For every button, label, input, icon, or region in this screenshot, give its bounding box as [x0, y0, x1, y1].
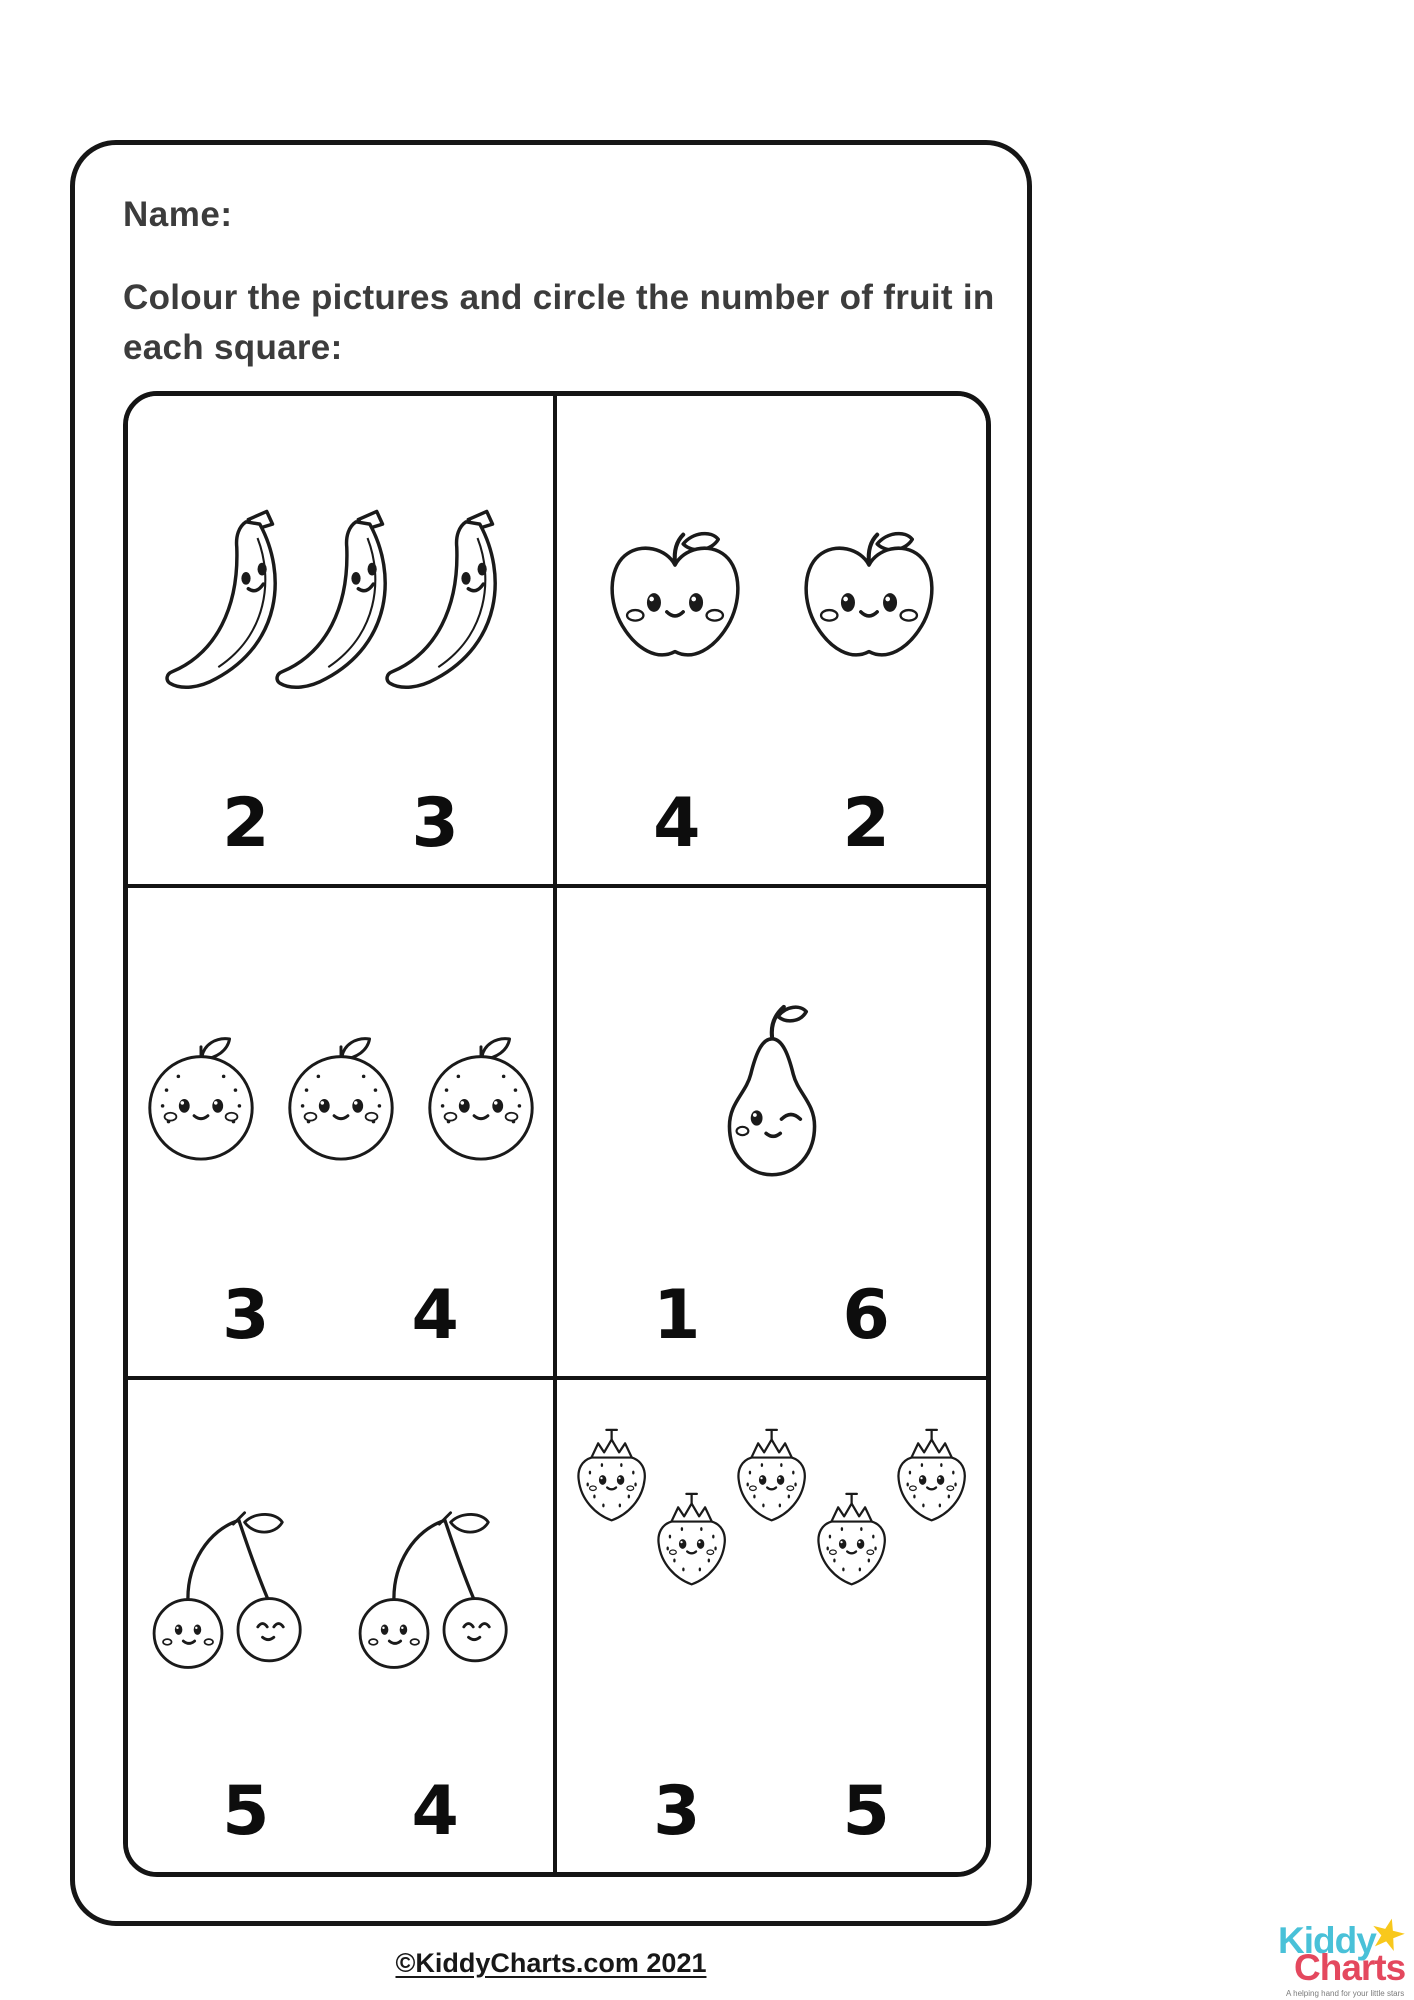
- number-option[interactable]: 5: [842, 1772, 890, 1851]
- number-option[interactable]: 6: [842, 1276, 890, 1355]
- cell-apples: [557, 396, 986, 888]
- fruit-images: [136, 422, 545, 790]
- logo-word1: Kiddy: [1278, 1920, 1376, 1961]
- strawberry-image[interactable]: [889, 1426, 975, 1531]
- number-options: [222, 1772, 459, 1852]
- instructions-line1: Colour the pictures and circle the number of fruit in: [123, 278, 995, 317]
- worksheet-page-border: [70, 140, 1032, 1926]
- orange-image[interactable]: [137, 1029, 265, 1167]
- number-option[interactable]: 4: [411, 1276, 459, 1355]
- number-option[interactable]: 4: [653, 784, 701, 863]
- strawberry-image[interactable]: [569, 1426, 655, 1531]
- number-option[interactable]: 4: [411, 1772, 459, 1851]
- number-option[interactable]: 3: [222, 1276, 270, 1355]
- number-option[interactable]: 1: [653, 1276, 701, 1355]
- logo-tagline: A helping hand for your little stars: [1286, 1989, 1405, 1998]
- number-options: [653, 784, 890, 864]
- number-options: [653, 1276, 890, 1356]
- number-option[interactable]: 3: [653, 1772, 701, 1851]
- pear-image[interactable]: [707, 1001, 837, 1196]
- orange-image[interactable]: [417, 1029, 545, 1167]
- fruit-images: [565, 1406, 978, 1778]
- number-options: [222, 784, 459, 864]
- strawberry-image[interactable]: [649, 1490, 735, 1595]
- fruit-images: [136, 1406, 545, 1778]
- number-option[interactable]: 2: [842, 784, 890, 863]
- worksheet-grid: [123, 391, 991, 1877]
- copyright-text: ©KiddyCharts.com 2021: [395, 1948, 707, 1978]
- number-option[interactable]: 5: [222, 1772, 270, 1851]
- strawberry-image[interactable]: [729, 1426, 815, 1531]
- cell-oranges: [128, 888, 557, 1380]
- name-label: Name:: [123, 195, 233, 234]
- apple-image[interactable]: [599, 530, 751, 682]
- logo-word2: Charts: [1294, 1947, 1406, 1988]
- cell-strawberries: [557, 1380, 986, 1872]
- banana-image[interactable]: [376, 508, 526, 704]
- number-options: [222, 1276, 459, 1356]
- cell-cherries: [128, 1380, 557, 1872]
- orange-image[interactable]: [277, 1029, 405, 1167]
- number-options: [653, 1772, 890, 1852]
- number-option[interactable]: 3: [411, 784, 459, 863]
- number-option[interactable]: 2: [222, 784, 270, 863]
- fruit-images: [565, 422, 978, 790]
- fruit-images: [565, 914, 978, 1282]
- cell-bananas: [128, 396, 557, 888]
- cherries-image[interactable]: [345, 1507, 543, 1677]
- cherries-image[interactable]: [139, 1507, 337, 1677]
- cell-pear: [557, 888, 986, 1380]
- fruit-images: [136, 914, 545, 1282]
- apple-image[interactable]: [793, 530, 945, 682]
- strawberry-image[interactable]: [809, 1490, 895, 1595]
- instructions-text: [123, 273, 1003, 372]
- instructions-line2: each square:: [123, 327, 343, 367]
- kiddycharts-logo: [1278, 1922, 1412, 1998]
